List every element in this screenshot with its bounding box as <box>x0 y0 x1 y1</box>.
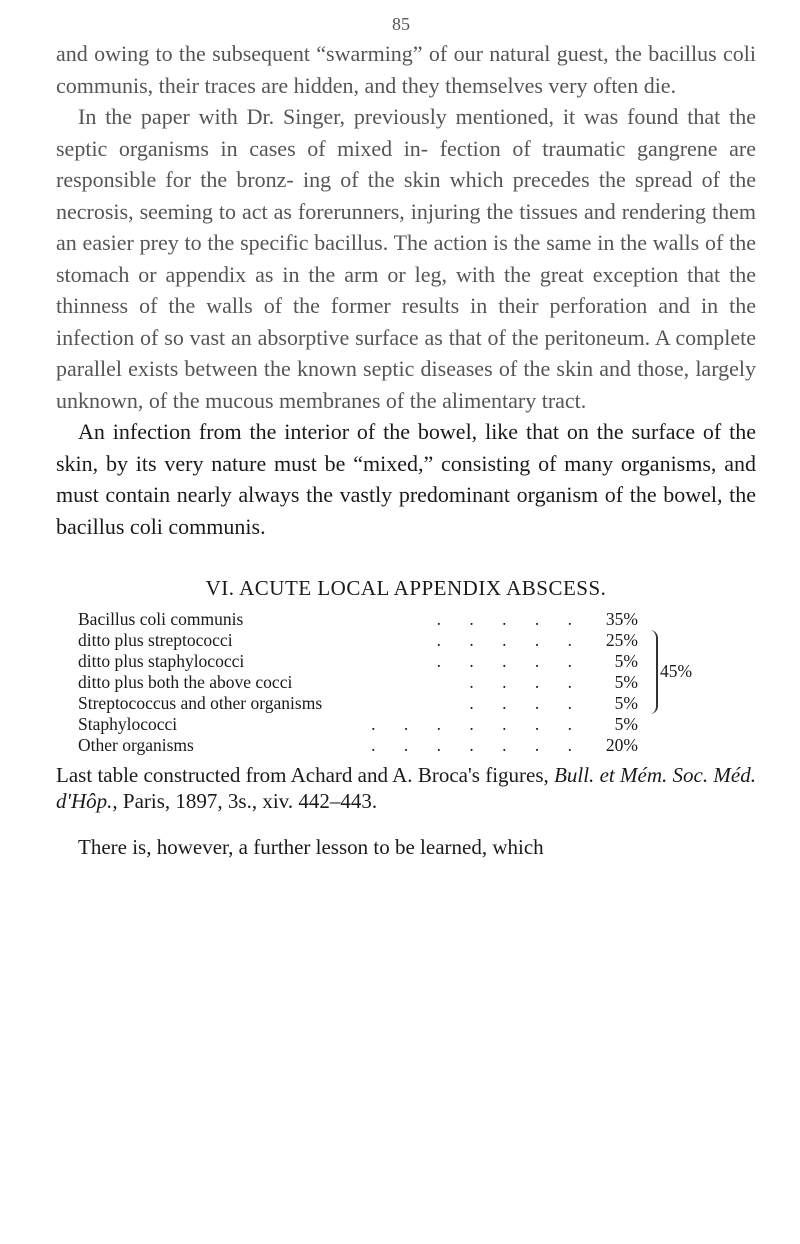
table-row <box>78 693 638 714</box>
row-leader-dots: . . . . <box>469 693 584 713</box>
table-row <box>78 735 638 756</box>
row-label: ditto plus streptococci <box>78 630 233 650</box>
page-number: 85 <box>392 14 410 34</box>
table-row <box>78 714 638 735</box>
table-row <box>78 609 638 630</box>
citation-prefix: Last table constructed from Achard and A. Broca's figures, <box>56 763 555 787</box>
row-leader-dots: . . . . . <box>436 651 584 671</box>
brace-total: 45% <box>660 661 693 681</box>
paragraph-3: An infection from the interior of the bowel, like that on the surface of the skin, by its very nature must be “mixed,” consisting of many organisms, and must contain nearly always the vastly predominant organism of the bowel, the bacillus coli communis. <box>56 419 756 539</box>
row-value: 5% <box>614 693 638 713</box>
row-leader-dots: . . . . . . . <box>371 714 584 734</box>
row-value: 5% <box>614 651 638 671</box>
closing-paragraph: There is, however, a further lesson to be learned, which <box>78 835 544 859</box>
row-label: Other organisms <box>78 735 194 755</box>
paragraph-1: and owing to the subsequent “swarming” of our natural guest, the bacillus coli communis, their traces are hidden, and they themselves very often die. <box>56 41 756 98</box>
row-leader-dots: . . . . . <box>436 630 584 650</box>
row-label: Streptococcus and other organisms <box>78 693 323 713</box>
table-row <box>78 651 638 672</box>
row-label: Bacillus coli communis <box>78 609 244 629</box>
abscess-table <box>78 609 693 756</box>
row-leader-dots: . . . . . . . <box>371 735 584 755</box>
grouping-brace <box>646 630 658 714</box>
row-value: 5% <box>614 672 638 692</box>
table-row <box>78 630 638 651</box>
citation-suffix: , Paris, 1897, 3s., xiv. 442–443. <box>112 789 378 813</box>
row-value: 25% <box>605 630 638 650</box>
row-leader-dots: . . . . . <box>436 609 584 629</box>
row-label: Staphylococci <box>78 714 178 734</box>
row-label: ditto plus both the above cocci <box>78 672 293 692</box>
document-page <box>56 10 756 860</box>
row-label: ditto plus staphylococci <box>78 651 245 671</box>
row-leader-dots: . . . . <box>469 672 584 692</box>
table-citation <box>56 762 756 814</box>
table-row <box>78 672 638 693</box>
row-value: 5% <box>614 714 638 734</box>
row-value: 20% <box>605 735 638 755</box>
table-title: VI. ACUTE LOCAL APPENDIX ABSCESS. <box>205 576 607 600</box>
citation-journal: Bull. et Mém. Soc. Méd. d'Hôp. <box>56 763 756 813</box>
row-value: 35% <box>605 609 638 629</box>
paragraph-2: In the paper with Dr. Singer, previously mentioned, it was found that the septic organisms in cases of mixed in- fection of traumatic gangrene are responsible for the bronz- ing of the skin which precedes the spread of the necrosis, seeming to act as forerunners, injuring the tissues and rendering them an easier prey to the specific bacillus. The action is the same in the walls of the stomach or appendix as in the arm or leg, with the great exception that the thinness of the walls of the former results in their perforation and in the infection of so vast an absorptive surface as that of the peritoneum. A complete parallel exists between the known septic diseases of the skin and those, largely unknown, of the mucous membranes of the alimentary tract. <box>56 104 756 413</box>
